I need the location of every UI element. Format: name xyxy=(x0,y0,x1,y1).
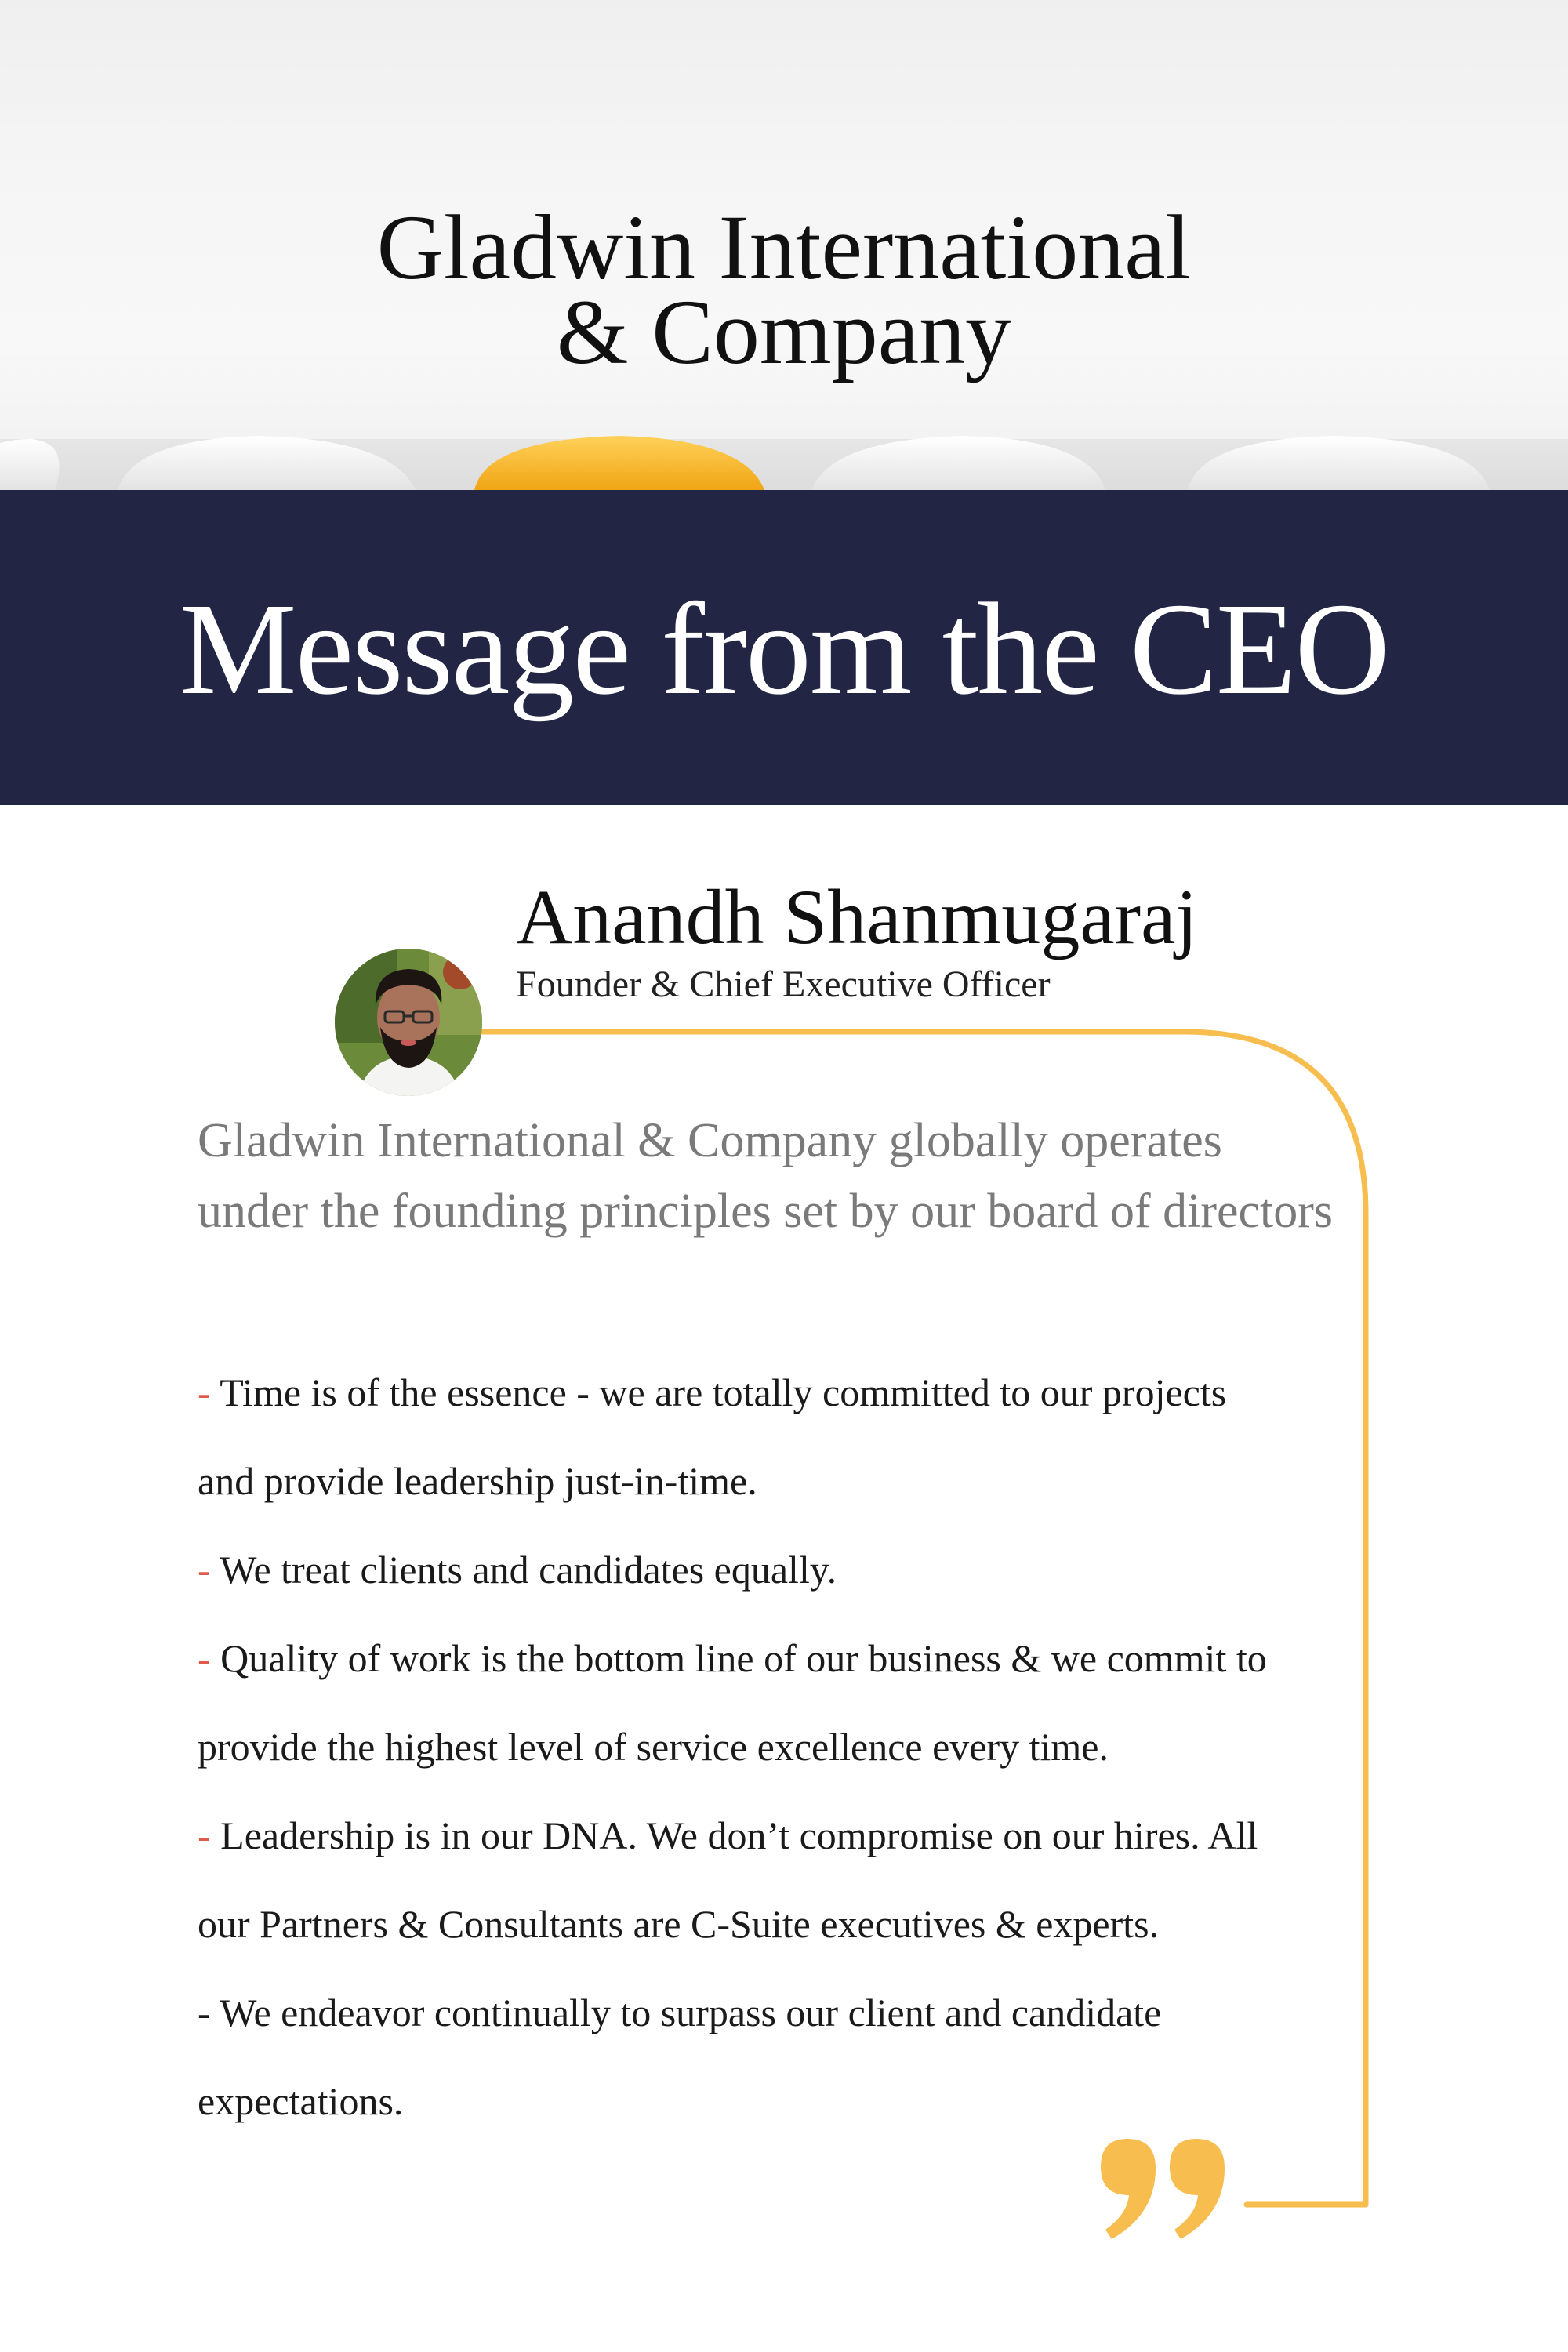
chair-white-4 xyxy=(1188,436,1490,490)
principle-dash: - xyxy=(198,1813,211,1857)
principle-text: Time is of the essence - we are totally committed to our projects xyxy=(210,1370,1227,1414)
principle-dash: - xyxy=(198,1370,211,1414)
principle-line: and provide leadership just-in-time. xyxy=(198,1459,757,1503)
chair-white-2 xyxy=(118,436,416,490)
ceo-name: Anandh Shanmugaraj xyxy=(516,873,1198,960)
principle-line: our Partners & Consultants are C-Suite executives & experts. xyxy=(198,1902,1160,1946)
principle-line xyxy=(198,1526,1342,1614)
principles-list xyxy=(198,1348,1342,2146)
principle-item xyxy=(198,1614,1342,1791)
principle-line: provide the highest level of service excellence every time. xyxy=(198,1725,1109,1769)
closing-quote-icon xyxy=(1096,2132,1237,2250)
principle-item xyxy=(198,1526,1342,1614)
chair-white-1 xyxy=(0,439,60,490)
principle-line xyxy=(198,1791,1342,1880)
principle-item xyxy=(198,1348,1342,1526)
company-name-line1: Gladwin International xyxy=(376,196,1192,299)
principle-dash: - xyxy=(198,1636,211,1680)
principle-dash: - xyxy=(198,1548,211,1592)
hero-section xyxy=(0,0,1568,490)
principle-line xyxy=(198,1348,1342,1437)
ceo-role: Founder & Chief Executive Officer xyxy=(516,964,1051,1005)
principle-text: Leadership is in our DNA. We don’t compromise on our hires. All xyxy=(210,1813,1258,1857)
principle-text: We treat clients and candidates equally. xyxy=(210,1548,837,1592)
principle-text: We endeavor continually to surpass our client and candidate xyxy=(210,1991,1162,2034)
title-banner xyxy=(0,490,1568,805)
principle-line xyxy=(198,1614,1342,1703)
principle-item xyxy=(198,1969,1342,2146)
page-title: Message from the CEO xyxy=(180,576,1388,722)
company-name xyxy=(0,196,1568,383)
principle-item xyxy=(198,1791,1342,1969)
chair-yellow xyxy=(474,436,764,490)
ceo-portrait xyxy=(335,949,482,1096)
chair-white-3 xyxy=(811,436,1105,490)
principle-text: Quality of work is the bottom line of our business & we commit to xyxy=(210,1636,1267,1680)
principle-dash: - xyxy=(198,1991,211,2034)
company-name-line2: & Company xyxy=(556,281,1012,383)
intro-statement: Gladwin International & Company globally operates under the founding principles set by our board of directors xyxy=(198,1114,1334,1238)
ceo-avatar xyxy=(335,949,482,1096)
principle-line xyxy=(198,1969,1342,2057)
principle-line: expectations. xyxy=(198,2079,404,2123)
